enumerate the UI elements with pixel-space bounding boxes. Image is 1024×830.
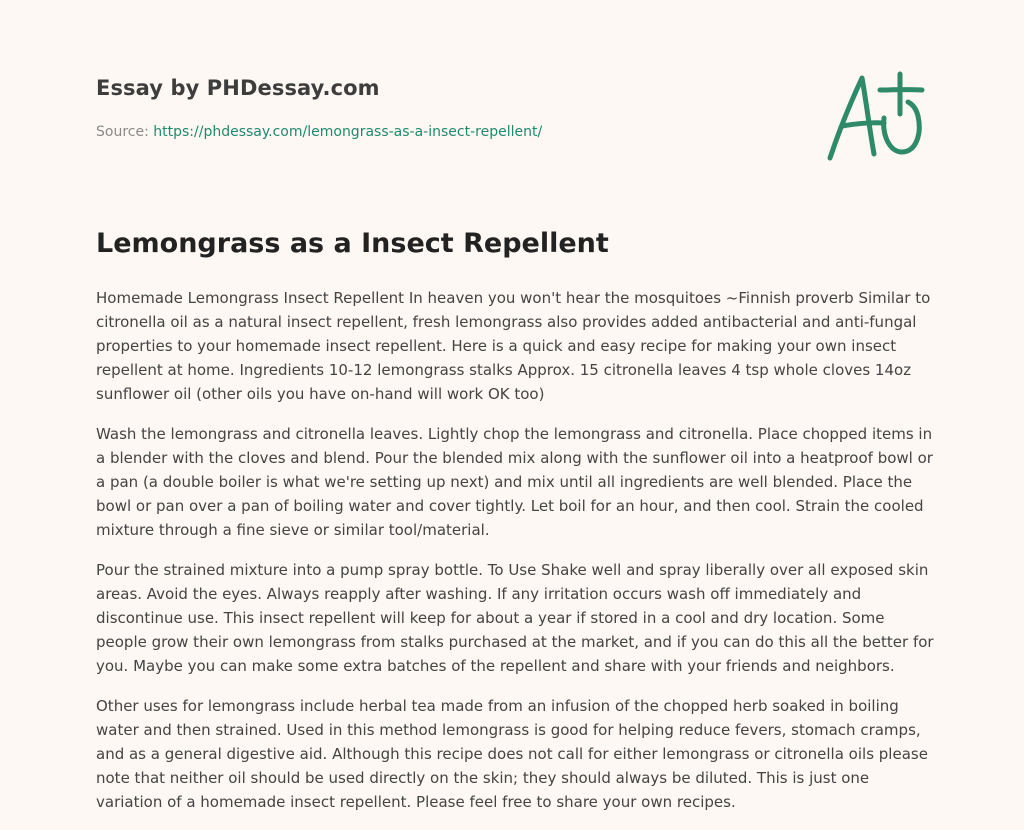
site-brand: Essay by PHDessay.com: [96, 76, 380, 100]
article-body: [96, 286, 936, 830]
a-plus-logo-icon: [822, 68, 928, 164]
paragraph: Wash the lemongrass and citronella leaves. Lightly chop the lemongrass and citronella. Place chopped items in a blender with the cloves and blend. Pour the blended mix along with the sunflower oil into a heatproof bowl or a pan (a double boiler is what we're setting up next) and mix until all ingredients are well blended. Place the bowl or pan over a pan of boiling water and cover tightly. Let boil for an hour, and then cool. Strain the cooled mixture through a fine sieve or similar tool/material.: [96, 425, 933, 539]
source-line: [96, 124, 542, 140]
paragraph: Pour the strained mixture into a pump spray bottle. To Use Shake well and spray liberally over all exposed skin areas. Avoid the eyes. Always reapply after washing. If any irritation occurs wash off immediately and discontinue use. This insect repellent will keep for about a year if stored in a cool and dry location. Some people grow their own lemongrass from stalks purchased at the market, and if you can do this all the better for you. Maybe you can make some extra batches of the repellent and share with your friends and neighbors.: [96, 561, 934, 675]
source-link[interactable]: https://phdessay.com/lemongrass-as-a-insect-repellent/: [153, 124, 543, 140]
source-label: Source:: [96, 124, 154, 140]
paragraph: Other uses for lemongrass include herbal tea made from an infusion of the chopped herb soaked in boiling water and then strained. Used in this method lemongrass is good for helping reduce fevers, stomach cramps, and as a general digestive aid. Although this recipe does not call for either lemongrass or citronella oils please note that neither oil should be used directly on the skin; they should always be diluted. This is just one variation of a homemade insect repellent. Please feel free to share your own recipes.: [96, 697, 928, 811]
paragraph: Homemade Lemongrass Insect Repellent In heaven you won't hear the mosquitoes ~Finnish proverb Similar to citronella oil as a natural insect repellent, fresh lemongrass also provides added antibacterial and anti-fungal properties to your homemade insect repellent. Here is a quick and easy recipe for making your own insect repellent at home. Ingredients 10-12 lemongrass stalks Approx. 15 citronella leaves 4 tsp whole cloves 14oz sunflower oil (other oils you have on-hand will work OK too): [96, 289, 931, 403]
page-title: Lemongrass as a Insect Repellent: [96, 228, 609, 259]
